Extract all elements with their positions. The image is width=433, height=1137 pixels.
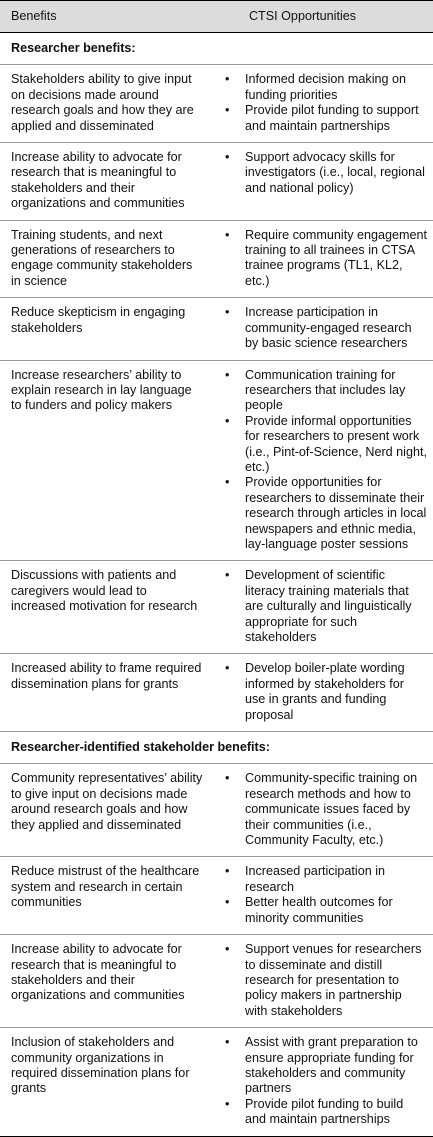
table-row xyxy=(0,764,433,857)
opportunity-text: Require community engagement training to all trainees in CTSA trainee programs (TL1, KL2, etc.) xyxy=(245,227,428,288)
opportunity-text: Provide pilot funding to build and maintain partnerships xyxy=(245,1096,404,1127)
table-row xyxy=(0,857,433,935)
opportunities-cell xyxy=(212,935,433,1028)
bullet-icon: • xyxy=(225,72,230,87)
table-body xyxy=(0,33,433,1137)
section-row xyxy=(0,33,433,65)
benefit-cell: Increase ability to advocate for research that is meaningful to stakeholders and their organizations and communities xyxy=(0,143,212,221)
opportunity-text: Provide pilot funding to support and maintain partnerships xyxy=(245,103,419,133)
header-benefits: Benefits xyxy=(0,1,212,33)
table-row xyxy=(0,561,433,654)
opportunity-item xyxy=(220,864,427,895)
opportunity-list xyxy=(220,368,427,553)
opportunity-item xyxy=(220,150,427,196)
table-row xyxy=(0,143,433,221)
opportunity-text: Better health outcomes for minority communities xyxy=(245,895,393,925)
opportunities-cell xyxy=(212,654,433,732)
table-row xyxy=(0,360,433,561)
opportunity-text: Informed decision making on funding priorities xyxy=(245,72,407,102)
opportunities-cell xyxy=(212,220,433,298)
benefit-cell: Inclusion of stakeholders and community organizations in required dissemination plans for grants xyxy=(0,1028,212,1136)
bullet-icon: • xyxy=(225,227,230,242)
bullet-icon: • xyxy=(225,661,230,676)
opportunity-text: Develop boiler-plate wording informed by stakeholders for use in grants and funding proposal xyxy=(245,661,405,722)
benefit-cell: Increase ability to advocate for research that is meaningful to stakeholders and their organizations and communities xyxy=(0,935,212,1028)
opportunity-text: Development of scientific literacy training materials that are culturally and linguistically appropriate for such stakeholders xyxy=(245,568,412,644)
header-ctsi-opportunities: CTSI Opportunities xyxy=(212,1,433,33)
opportunity-item xyxy=(220,305,427,351)
opportunity-list xyxy=(220,1035,427,1127)
opportunity-item xyxy=(220,103,427,134)
benefit-cell: Reduce skepticism in engaging stakeholders xyxy=(0,298,212,360)
opportunity-text: Increase participation in community-engaged research by basic science researchers xyxy=(245,305,412,351)
opportunity-list xyxy=(220,771,427,848)
opportunities-cell xyxy=(212,65,433,143)
opportunities-cell xyxy=(212,764,433,857)
section-title: Researcher-identified stakeholder benefits: xyxy=(0,732,433,764)
opportunity-item xyxy=(220,1097,427,1128)
opportunity-list xyxy=(220,864,427,926)
opportunity-list xyxy=(220,228,427,290)
benefit-cell: Increased ability to frame required dissemination plans for grants xyxy=(0,654,212,732)
benefit-cell: Reduce mistrust of the healthcare system and research in certain communities xyxy=(0,857,212,935)
bullet-icon: • xyxy=(225,771,230,786)
section-title: Researcher benefits: xyxy=(0,33,433,65)
benefit-cell: Training students, and next generations of researchers to engage community stakeholders in science xyxy=(0,220,212,298)
bullet-icon: • xyxy=(225,305,230,320)
bullet-icon: • xyxy=(225,1096,230,1111)
opportunity-list xyxy=(220,305,427,351)
table-row xyxy=(0,65,433,143)
bullet-icon: • xyxy=(225,475,230,490)
bullet-icon: • xyxy=(225,895,230,910)
table-row xyxy=(0,220,433,298)
opportunity-item xyxy=(220,368,427,414)
opportunity-list xyxy=(220,661,427,723)
opportunity-item xyxy=(220,895,427,926)
opportunity-item xyxy=(220,661,427,723)
bullet-icon: • xyxy=(225,864,230,879)
opportunity-text: Assist with grant preparation to ensure appropriate funding for stakeholders and community partners xyxy=(245,1035,418,1096)
opportunity-text: Support advocacy skills for investigators (i.e., local, regional and national policy) xyxy=(245,150,425,195)
bullet-icon: • xyxy=(225,367,230,382)
opportunities-cell xyxy=(212,561,433,654)
table-row xyxy=(0,1028,433,1136)
benefit-cell: Discussions with patients and caregivers would lead to increased motivation for research xyxy=(0,561,212,654)
table-row xyxy=(0,654,433,732)
bullet-icon: • xyxy=(225,103,230,118)
section-row xyxy=(0,732,433,764)
table-header xyxy=(0,1,433,33)
opportunities-cell xyxy=(212,857,433,935)
opportunities-cell xyxy=(212,360,433,561)
table-row xyxy=(0,298,433,360)
opportunity-text: Communication training for researchers that includes lay people xyxy=(245,367,406,413)
opportunity-list xyxy=(220,150,427,196)
opportunity-item xyxy=(220,1035,427,1097)
table-row xyxy=(0,935,433,1028)
opportunity-text: Support venues for researchers to disseminate and distill research for presentation to policy makers in partnership with stakeholders xyxy=(245,942,422,1018)
bullet-icon: • xyxy=(225,942,230,957)
opportunity-item xyxy=(220,475,427,552)
opportunities-cell xyxy=(212,1028,433,1136)
opportunity-text: Provide opportunities for researchers to disseminate their research through articles in local newspapers and ethnic media, lay-language poster sessions xyxy=(245,475,427,551)
opportunity-list xyxy=(220,568,427,645)
opportunity-item xyxy=(220,414,427,476)
opportunity-item xyxy=(220,942,427,1019)
opportunity-list xyxy=(220,942,427,1019)
benefit-cell: Increase researchers’ ability to explain research in lay language to funders and policy makers xyxy=(0,360,212,561)
opportunity-item xyxy=(220,228,427,290)
opportunity-item xyxy=(220,771,427,848)
bullet-icon: • xyxy=(225,413,230,428)
opportunity-text: Provide informal opportunities for researchers to present work (i.e., Pint-of-Science, Nerd night, etc.) xyxy=(245,413,427,474)
bullet-icon: • xyxy=(225,150,230,165)
opportunity-text: Community-specific training on research methods and how to communicate issues faced by their communities (i.e., Community Faculty, etc.) xyxy=(245,771,418,848)
opportunity-text: Increased participation in research xyxy=(245,864,386,894)
opportunity-list xyxy=(220,72,427,134)
bullet-icon: • xyxy=(225,568,230,583)
opportunities-cell xyxy=(212,298,433,360)
benefit-cell: Community representatives’ ability to give input on decisions made around research goals and how they applied and disseminated xyxy=(0,764,212,857)
opportunity-item xyxy=(220,72,427,103)
opportunity-item xyxy=(220,568,427,645)
bullet-icon: • xyxy=(225,1035,230,1050)
benefit-cell: Stakeholders ability to give input on decisions made around research goals and how they are applied and disseminated xyxy=(0,65,212,143)
opportunities-cell xyxy=(212,143,433,221)
